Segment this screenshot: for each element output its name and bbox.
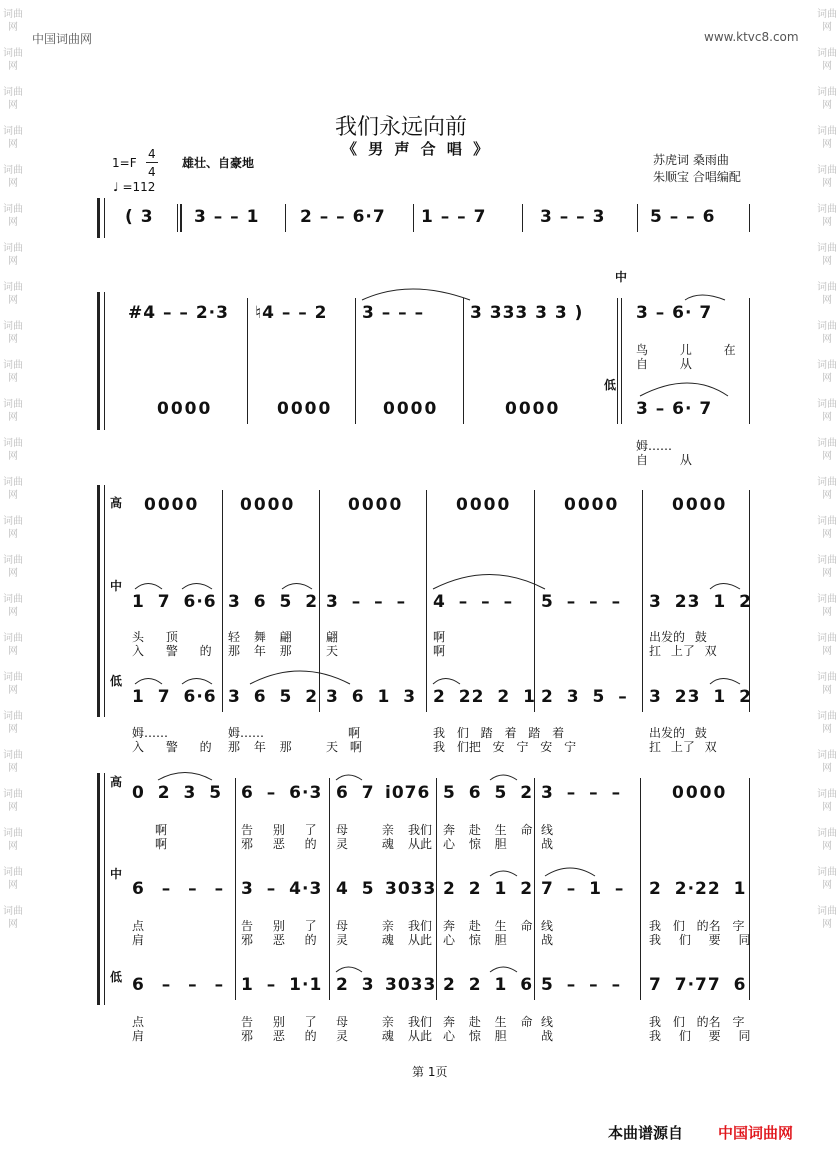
- lyric-line: 天 啊: [326, 740, 362, 754]
- measure: 1 7 6·6: [132, 687, 217, 707]
- lyric-line: 我 们 要 同: [649, 933, 751, 947]
- lyric-line: 我 们把 安 宁 安 宁: [433, 740, 577, 754]
- rest-measure: 0000: [672, 783, 728, 803]
- part-label-high: 高: [110, 496, 123, 510]
- rest-measure: 0000: [505, 399, 561, 419]
- tempo-marking: ♩ =112: [113, 180, 156, 194]
- lyric-line: 心 惊 胆: [443, 837, 507, 851]
- measure: 5 6 5 2: [443, 783, 534, 803]
- measure: 3 6 5 2: [228, 592, 319, 612]
- lyric-line: 告 别 了: [241, 1015, 317, 1029]
- lyric-line: 点: [132, 1015, 145, 1029]
- source-site-link[interactable]: 中国词曲网: [718, 1124, 794, 1142]
- rest-measure: 0000: [277, 399, 333, 419]
- lyric-line: 啊: [348, 726, 361, 740]
- lyric-line: 线: [541, 1015, 554, 1029]
- lyric-line: 扛 上了 双: [649, 644, 717, 658]
- lyric-line: 从此: [408, 933, 433, 947]
- part-label-middle: 中: [110, 867, 123, 881]
- measure: 3 333 3 3 ): [470, 303, 584, 323]
- site-url-right: www.ktvc8.com: [704, 30, 799, 44]
- rest-measure: 0000: [348, 495, 404, 515]
- measure: 3 6 5 2: [228, 687, 319, 707]
- lyric-line: 母 亲: [336, 919, 394, 933]
- lyric-line: 线: [541, 823, 554, 837]
- source-prefix: 本曲谱源自: [608, 1124, 684, 1142]
- lyric-line: 出发的 鼓: [649, 726, 707, 740]
- slur: [433, 679, 460, 685]
- measure: 7 – 1 –: [541, 879, 625, 899]
- measure: 3 – – 1: [194, 207, 260, 227]
- measure: 5 – – 6: [650, 207, 716, 227]
- lyric-line: 姆……: [228, 726, 265, 740]
- slur: [158, 773, 212, 781]
- part-label-high: 高: [110, 775, 123, 789]
- time-signature-bottom: 4: [148, 165, 156, 179]
- measure: 2 22 2 1: [433, 687, 536, 707]
- lyric-line: 鸟 儿 在: [636, 343, 750, 357]
- lyric-line: 啊: [433, 644, 446, 658]
- measure: 6 – 6·3: [241, 783, 323, 803]
- slur: [250, 671, 350, 684]
- lyric-line: 扛 上了 双: [649, 740, 717, 754]
- measure: 1 – 1·1: [241, 975, 323, 995]
- lyric-line: 那 年 那: [228, 740, 292, 754]
- measure: 2 2·22 1: [649, 879, 747, 899]
- lyric-line: 邪 恶 的: [241, 837, 317, 851]
- lyric-line: 战: [541, 837, 554, 851]
- slur: [182, 584, 212, 590]
- measure: 3 – 6· 7: [636, 303, 713, 323]
- lyric-line: 我 们 要 同: [649, 1029, 751, 1043]
- lyric-line: 战: [541, 933, 554, 947]
- lyric-line: 心 惊 胆: [443, 1029, 507, 1043]
- page-number: 第 1页: [412, 1065, 448, 1079]
- lyric-line: 翩: [326, 630, 339, 644]
- lyric-line: 母 亲: [336, 1015, 394, 1029]
- lyric-line: 天: [326, 644, 339, 658]
- time-signature-top: 4: [148, 147, 156, 161]
- measure: 2 – – 6·7: [300, 207, 386, 227]
- measure: 4 5: [336, 879, 375, 899]
- slur: [135, 584, 162, 590]
- lyric-line: 自 从: [636, 357, 706, 371]
- measure: 3 23 1 2: [649, 592, 752, 612]
- side-watermark-left: 词曲网 词曲网 词曲网 词曲网 词曲网 词曲网 词曲网 词曲网 词曲网 词曲网 词曲网 词曲网 词曲网 词曲网 词曲网 词曲网 词曲网 词曲网 词曲网 词曲网 词曲网 词曲网 词曲网 词曲网: [3, 9, 23, 930]
- measure: 0 2 3 5: [132, 783, 223, 803]
- measure: #4 – – 2·3: [128, 303, 229, 323]
- lyric-line: 姆……: [636, 439, 673, 453]
- song-title: 我们永远向前: [335, 115, 468, 140]
- lyric-line: 自 从: [636, 453, 706, 467]
- part-label-low: 低: [110, 970, 123, 984]
- measure: 3 23 1 2: [649, 687, 752, 707]
- measure: i076: [385, 783, 431, 803]
- lyric-line: 啊: [155, 823, 168, 837]
- slur: [282, 584, 312, 590]
- measure: 3 6 1 3: [326, 687, 417, 707]
- measure: 2 2 1 2: [443, 879, 534, 899]
- measure: 3033: [385, 879, 437, 899]
- measure: 6 – – –: [132, 879, 225, 899]
- measure: ♮4 – – 2: [255, 303, 328, 323]
- measure: 6 7: [336, 783, 375, 803]
- measure: 3033: [385, 975, 437, 995]
- lyric-line: 告 别 了: [241, 823, 317, 837]
- lyric-line: 我 们 的名 字: [649, 919, 745, 933]
- lyric-line: 肩: [132, 1029, 145, 1043]
- rest-measure: 0000: [564, 495, 620, 515]
- measure: 1 – – 7: [421, 207, 487, 227]
- slur: [490, 775, 517, 780]
- lyric-line: 肩: [132, 933, 145, 947]
- measure: 1 7 6·6: [132, 592, 217, 612]
- measure: 3 – – –: [362, 303, 425, 323]
- slur: [490, 967, 517, 972]
- part-label-low: 低: [604, 378, 617, 392]
- lyric-line: 战: [541, 1029, 554, 1043]
- lyric-line: 灵 魂: [336, 837, 394, 851]
- lyric-line: 奔 赴 生 命: [443, 823, 533, 837]
- slur: [710, 584, 740, 590]
- measure: 3 – – –: [326, 592, 407, 612]
- expression-marking: 雄壮、自豪地: [182, 156, 255, 170]
- lyric-line: 母 亲: [336, 823, 394, 837]
- lyric-line: 入 警 的: [132, 644, 212, 658]
- measure: 2 3: [336, 975, 375, 995]
- lyric-line: 从此: [408, 837, 433, 851]
- lyric-line: 点: [132, 919, 145, 933]
- rest-measure: 0000: [157, 399, 213, 419]
- rest-measure: 0000: [383, 399, 439, 419]
- lyric-line: 灵 魂: [336, 1029, 394, 1043]
- lyric-line: 我 们 的名 字: [649, 1015, 745, 1029]
- side-watermark-right: 词曲网 词曲网 词曲网 词曲网 词曲网 词曲网 词曲网 词曲网 词曲网 词曲网 词曲网 词曲网 词曲网 词曲网 词曲网 词曲网 词曲网 词曲网 词曲网 词曲网 词曲网 词曲网 词曲网 词曲网: [817, 9, 837, 930]
- slur: [433, 575, 545, 590]
- lyric-line: 我们: [408, 1015, 433, 1029]
- slur: [640, 383, 728, 396]
- rest-measure: 0000: [144, 495, 200, 515]
- credits-arranger: 朱顺宝 合唱编配: [653, 170, 741, 184]
- intro-note: ( 3: [125, 207, 154, 227]
- site-name-left: 中国词曲网: [32, 32, 93, 46]
- lyric-line: 轻 舞 翩: [228, 630, 292, 644]
- lyric-line: 我们: [408, 823, 433, 837]
- lyric-line: 灵 魂: [336, 933, 394, 947]
- lyric-line: 啊: [433, 630, 446, 644]
- credits-lyricist-composer: 苏虎词 桑雨曲: [653, 153, 729, 167]
- measure: 3 – 4·3: [241, 879, 323, 899]
- measure: 5 – – –: [541, 975, 622, 995]
- slur: [490, 871, 517, 876]
- measure: 3 – – 3: [540, 207, 606, 227]
- part-label-low: 低: [110, 674, 123, 688]
- lyric-line: 啊: [155, 837, 168, 851]
- measure: 3 – 6· 7: [636, 399, 713, 419]
- measure: 2 3 5 –: [541, 687, 628, 707]
- lyric-line: 奔 赴 生 命: [443, 1015, 533, 1029]
- lyric-line: 头 顶: [132, 630, 178, 644]
- measure: 6 – – –: [132, 975, 225, 995]
- lyric-line: 告 别 了: [241, 919, 317, 933]
- lyric-line: 入 警 的: [132, 740, 212, 754]
- measure: 5 – – –: [541, 592, 622, 612]
- rest-measure: 0000: [456, 495, 512, 515]
- measure: 3 – – –: [541, 783, 622, 803]
- part-label-middle: 中: [615, 270, 628, 284]
- slur: [336, 967, 362, 972]
- lyric-line: 我们: [408, 919, 433, 933]
- lyric-line: 出发的 鼓: [649, 630, 707, 644]
- slur: [710, 679, 740, 685]
- slur: [336, 775, 362, 780]
- slur: [182, 679, 212, 685]
- measure: 2 2 1 6: [443, 975, 534, 995]
- lyric-line: 心 惊 胆: [443, 933, 507, 947]
- rest-measure: 0000: [672, 495, 728, 515]
- lyric-line: 那 年 那: [228, 644, 292, 658]
- part-label-middle: 中: [110, 579, 123, 593]
- song-subtitle: 《 男 声 合 唱 》: [342, 140, 492, 158]
- rest-measure: 0000: [240, 495, 296, 515]
- measure: 4 – – –: [433, 592, 514, 612]
- slur: [362, 289, 470, 300]
- measure: 7 7·77 6: [649, 975, 747, 995]
- lyric-line: 我 们 踏 着 踏 着: [433, 726, 565, 740]
- lyric-line: 邪 恶 的: [241, 1029, 317, 1043]
- key-signature: 1=F: [112, 156, 137, 170]
- lyric-line: 从此: [408, 1029, 433, 1043]
- lyric-line: 邪 恶 的: [241, 933, 317, 947]
- lyric-line: 线: [541, 919, 554, 933]
- slur: [545, 868, 595, 876]
- slur: [685, 295, 725, 300]
- lyric-line: 奔 赴 生 命: [443, 919, 533, 933]
- lyric-line: 姆……: [132, 726, 169, 740]
- slur: [135, 679, 162, 685]
